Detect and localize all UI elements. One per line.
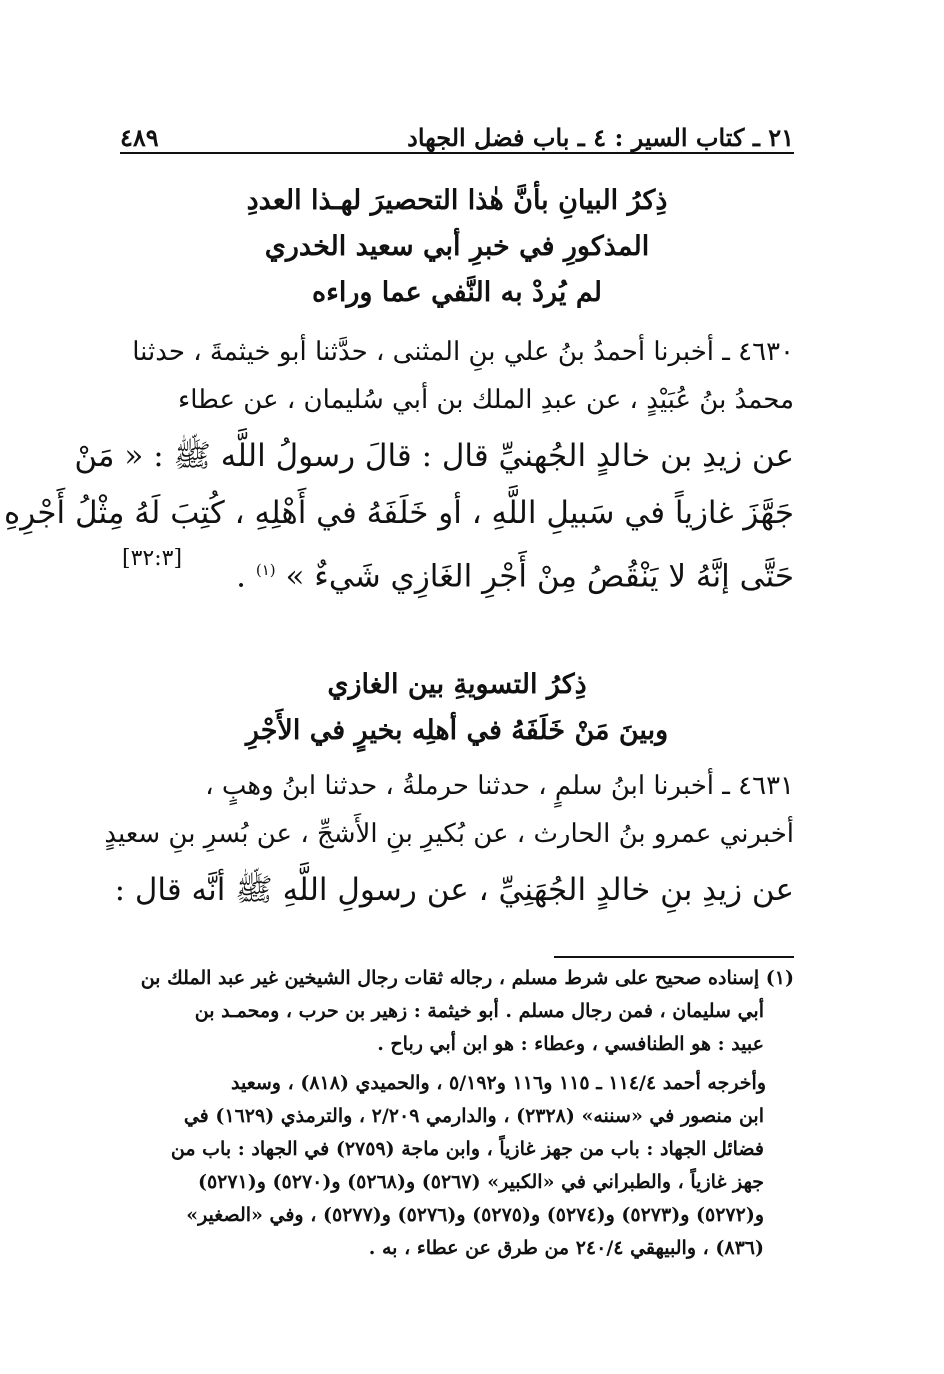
header-rule bbox=[120, 152, 794, 154]
heading-line: ذِكرُ التسويةِ بين الغازي bbox=[327, 669, 587, 700]
matn-line: جَهَّزَ غازياً في سَبيلِ اللَّهِ ، أو خَلَفَهُ في أَهْلِهِ ، كُتِبَ لَهُ مِثْلُ أَجْرِهِ bbox=[4, 495, 794, 531]
hadith-4631-isnad bbox=[104, 762, 794, 858]
isnad-line: محمدُ بنُ عُبَيْدٍ ، عن عبدِ الملك بن أبي سُليمان ، عن عطاء bbox=[178, 385, 794, 415]
footnote-line: عبيد : هو الطنافسي ، وعطاء : هو ابن أبي رباح . bbox=[377, 1033, 764, 1055]
heading-line: وبينَ مَنْ خَلَفَهُ في أهلِه بخيرٍ في الأَجْرِ bbox=[245, 715, 669, 746]
heading-line: لم يُردْ به النَّفي عما وراءه bbox=[311, 277, 603, 308]
footnote-line: جهز غازياً ، والطبراني في «الكبير» (٥٢٦٧) و(٥٢٦٨) و(٥٢٧٠) و(٥٢٧١) bbox=[197, 1171, 764, 1193]
footnote-marker[interactable]: (١) bbox=[255, 561, 276, 579]
footnote-line: وأخرجه أحمد ١١٤/٤ ـ ١١٥ و١١٦ و٥/١٩٢ ، والحميدي (٨١٨) ، وسعيد bbox=[231, 1072, 766, 1094]
hadith-4630-isnad bbox=[120, 328, 794, 424]
page-number: ٤٨٩ bbox=[120, 123, 159, 152]
footnote-line: فضائل الجهاد : باب من جهز غازياً ، وابن ماجة (٢٧٥٩) في الجهاد : باب من bbox=[170, 1138, 764, 1160]
isnad-line: ٤٦٣٠ ـ أخبرنا أحمدُ بنُ علي بنِ المثنى ، حدَّثنا أبو خيثمةَ ، حدثنا bbox=[132, 337, 794, 367]
matn-line-text: حَتَّى إنَّهُ لا يَنْقُصُ مِنْ أَجْرِ الغَازِي شَيءٌ » bbox=[285, 558, 794, 595]
reference-code: [٣٢:٣] bbox=[122, 546, 183, 571]
footnote-line: (٨٣٦) ، والبيهقي ٢٤٠/٤ من طرق عن عطاء ، به . bbox=[368, 1237, 764, 1259]
matn-line: عن زيدِ بنِ خالدٍ الجُهَنِيِّ ، عن رسولِ اللَّهِ ﷺ أنَّه قال : bbox=[114, 872, 794, 908]
footnotes bbox=[120, 962, 794, 1265]
isnad-line: أخبرني عمرو بنُ الحارث ، عن بُكيرِ بنِ الأَشجِّ ، عن بُسرِ بنِ سعيدٍ bbox=[104, 819, 794, 849]
section-1-heading bbox=[120, 178, 794, 316]
footnote-line: و(٥٢٧٢) و(٥٢٧٣) و(٥٢٧٤) و(٥٢٧٥) و(٥٢٧٦) و(٥٢٧٧) ، وفي «الصغير» bbox=[186, 1204, 764, 1226]
heading-line: المذكورِ في خبرِ أبي سعيد الخدري bbox=[264, 231, 650, 262]
hadith-4631-matn bbox=[114, 862, 794, 919]
heading-line: ذِكرُ البيانِ بأنَّ هٰذا التحصيرَ لهـذا العددِ bbox=[246, 185, 668, 216]
matn-line: عن زيدِ بن خالدٍ الجُهنيِّ قال : قالَ رسولُ اللَّه ﷺ : « مَنْ bbox=[74, 438, 794, 474]
section-2-heading bbox=[120, 662, 794, 754]
page-header bbox=[120, 112, 794, 152]
running-title: ٢١ ـ كتاب السير : ٤ ـ باب فضل الجهاد bbox=[407, 123, 794, 152]
hadith-4630-matn bbox=[4, 428, 794, 605]
isnad-line: ٤٦٣١ ـ أخبرنا ابنُ سلمٍ ، حدثنا حرملةُ ، حدثنا ابنُ وهبٍ ، bbox=[205, 771, 794, 801]
footnote-line: (١) إسناده صحيح على شرط مسلم ، رجاله ثقات رجال الشيخين غير عبد الملك بن bbox=[140, 967, 794, 989]
matn-line: حَتَّى إنَّهُ لا يَنْقُصُ مِنْ أَجْرِ الغَازِي شَيءٌ » $^{(١)}$ . bbox=[236, 558, 794, 595]
footnote-line: أبي سليمان ، فمن رجال مسلم . أبو خيثمة : زهير بن حرب ، ومحمـد بن bbox=[194, 1000, 764, 1022]
footnote-rule bbox=[554, 956, 794, 958]
footnote-line: ابن منصور في «سننه» (٢٣٢٨) ، والدارمي ٢/٢٠٩ ، والترمذي (١٦٢٩) في bbox=[183, 1105, 764, 1127]
